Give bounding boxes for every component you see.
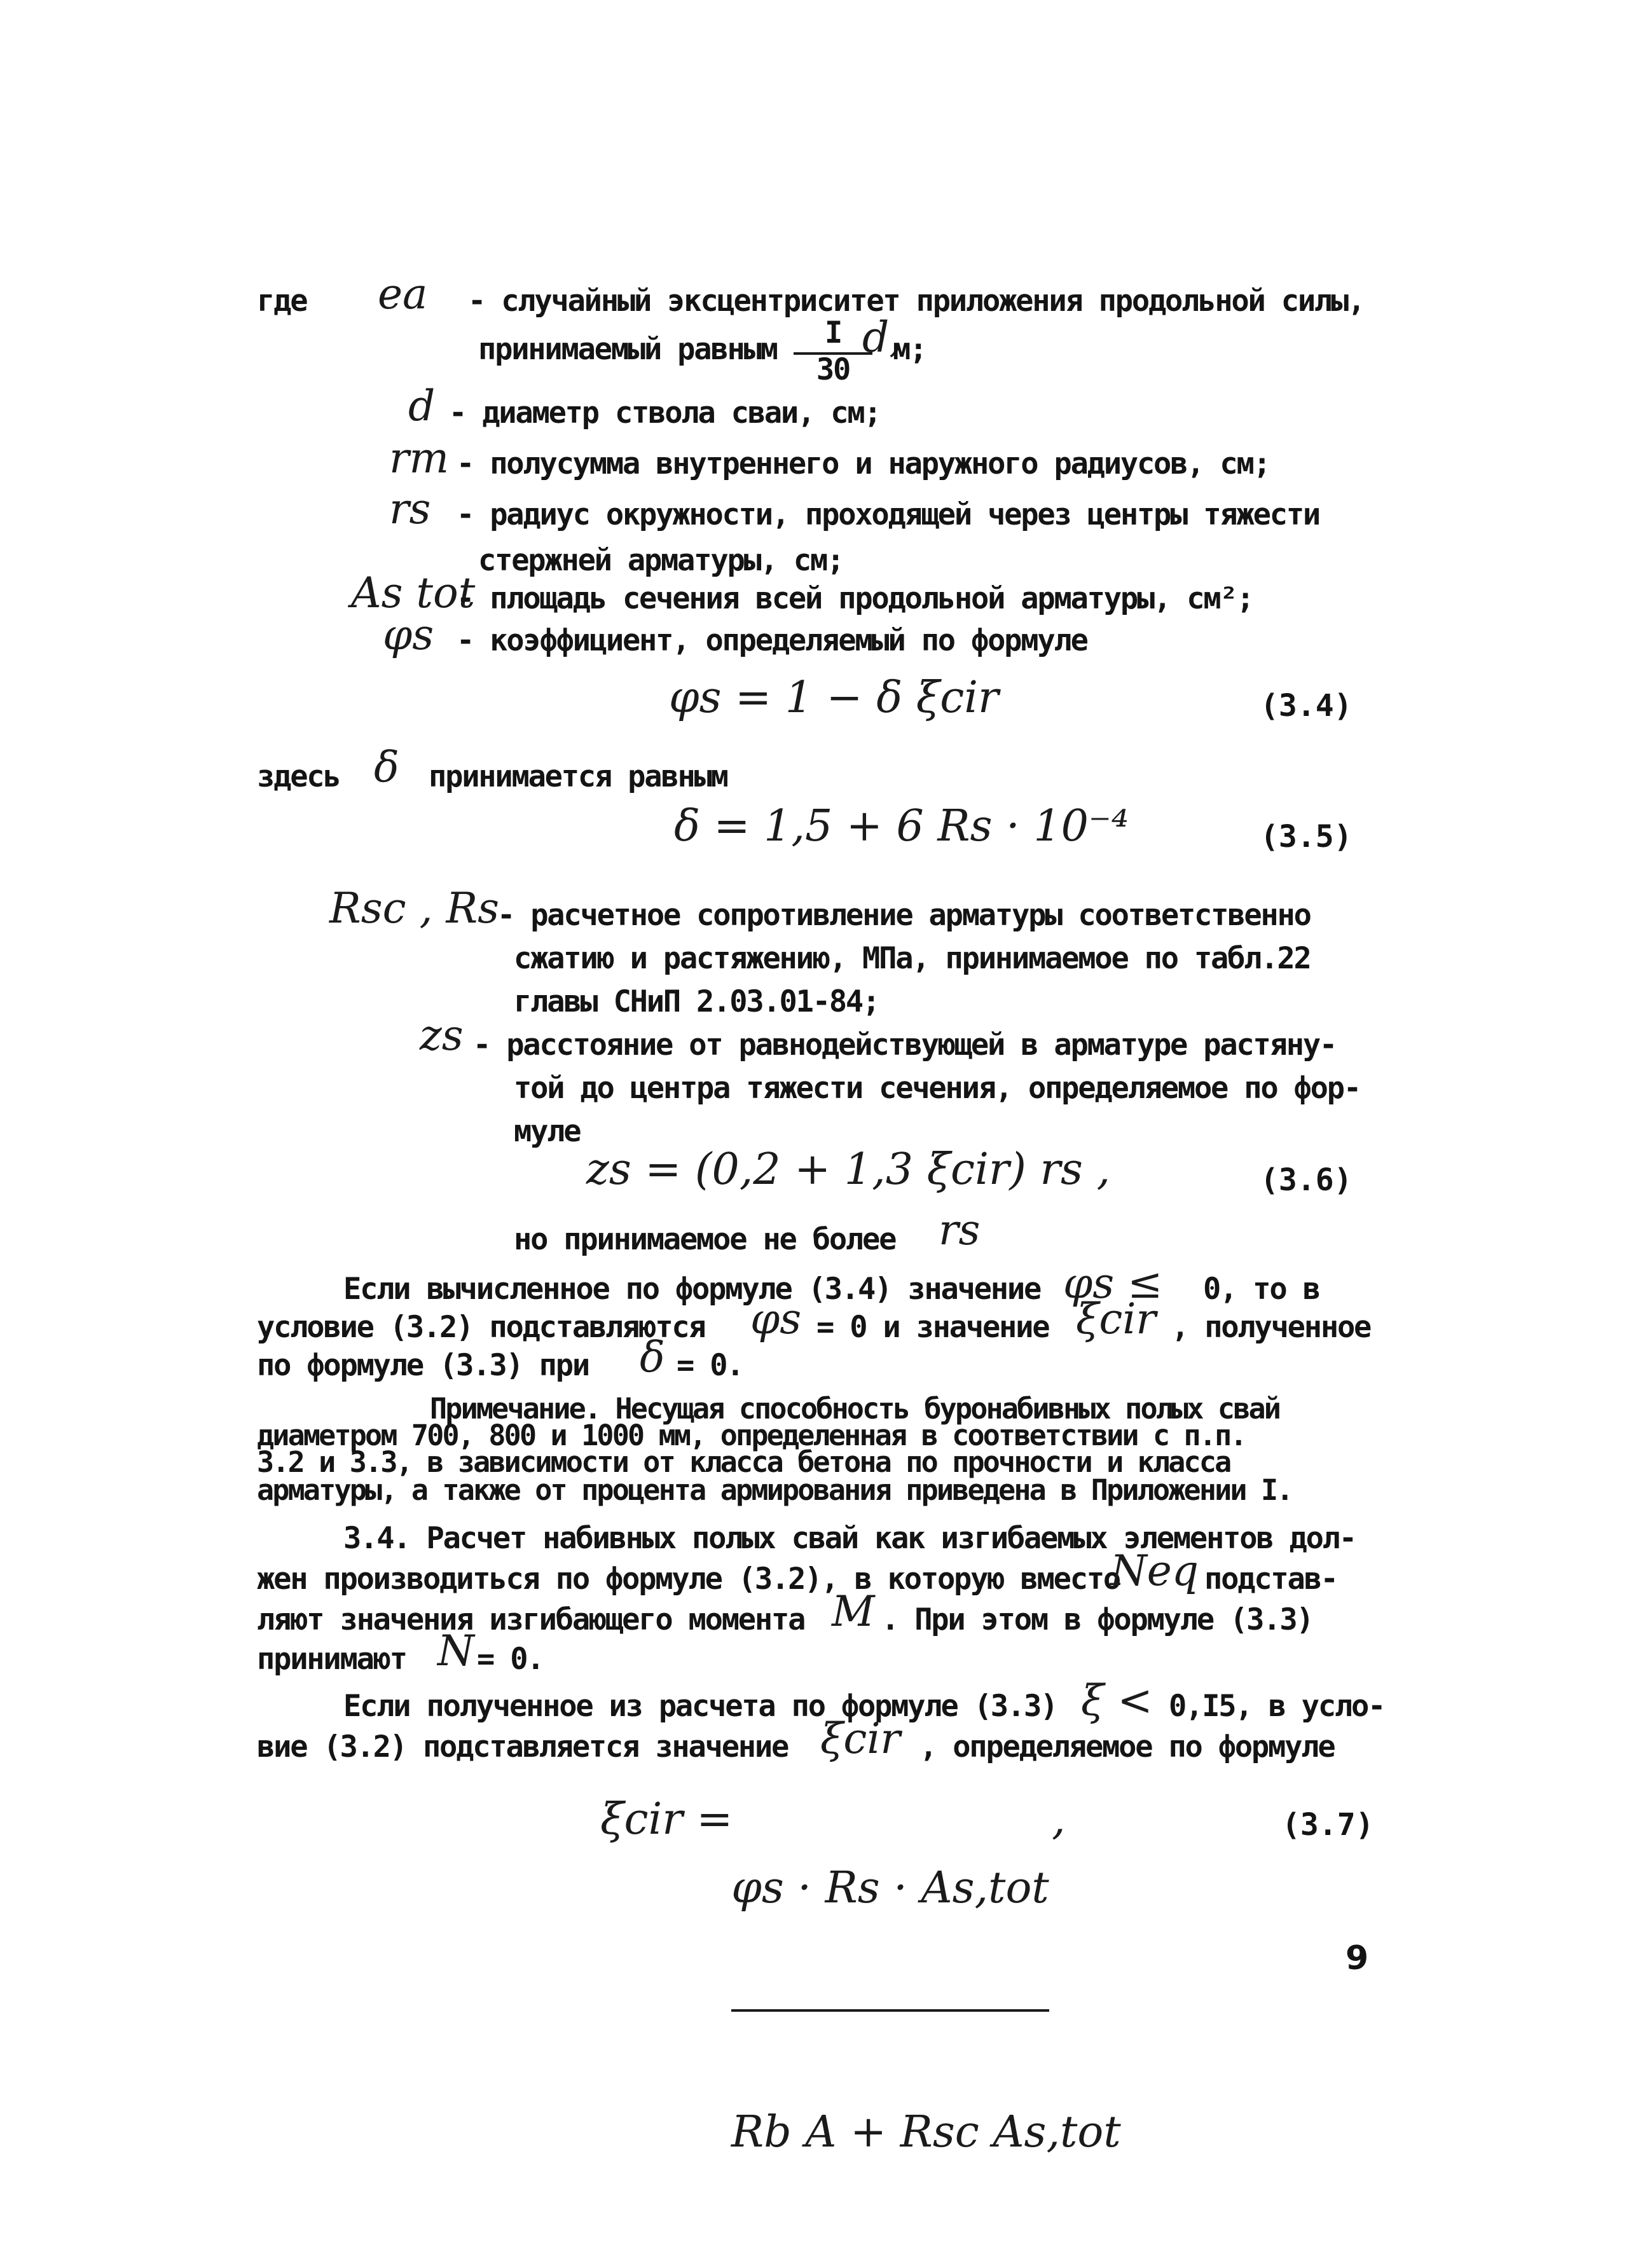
formula-number-3-4: (3.4) bbox=[1260, 688, 1353, 724]
section-3-4-line-2a: жен производиться по формуле (3.2), в которую вместо bbox=[257, 1562, 1120, 1597]
section-3-4-line-4a: принимают bbox=[257, 1642, 406, 1677]
note-line-4: арматуры, а также от процента армирования приведена в Приложении I. bbox=[257, 1473, 1292, 1507]
page-number: 9 bbox=[1346, 1939, 1369, 1977]
formula-3-4: φs = 1 − δ ξcir bbox=[669, 673, 999, 723]
symbol-n: N bbox=[437, 1626, 474, 1675]
symbol-rs-limit: rs bbox=[939, 1206, 981, 1254]
fraction-numerator: I bbox=[824, 315, 842, 350]
symbol-delta-eq: δ bbox=[640, 1333, 665, 1382]
fraction-one-thirtieth bbox=[794, 314, 872, 385]
symbol-rs: rs bbox=[389, 484, 431, 533]
formula-3-7-bar bbox=[731, 2009, 1049, 2012]
formula-3-7-denominator: Rb A + Rsc As,tot bbox=[731, 2107, 1121, 2157]
symbol-ea: ea bbox=[378, 270, 428, 319]
note-line-2: диаметром 700, 800 и 1000 мм, определенная в соответствии с п.п. bbox=[257, 1419, 1246, 1452]
symbol-as-tot: As tot bbox=[351, 568, 476, 617]
condition-line-1a: Если вычисленное по формуле (3.4) значение bbox=[343, 1272, 1041, 1307]
rsc-definition-line-3: главы СНиП 2.03.01-84; bbox=[514, 984, 879, 1019]
section-3-4-line-1: 3.4. Расчет набивных полых свай как изгибаемых элементов дол- bbox=[343, 1521, 1356, 1556]
formula-3-7-lhs: ξcir = bbox=[600, 1794, 733, 1845]
section-3-4-line-3b: . При этом в формуле (3.3) bbox=[881, 1602, 1313, 1637]
symbol-rm: rm bbox=[389, 434, 450, 483]
not-more-than: но принимаемое не более bbox=[514, 1222, 896, 1257]
formula-number-3-6: (3.6) bbox=[1260, 1162, 1353, 1198]
formula-3-5: δ = 1,5 + 6 Rs · 10⁻⁴ bbox=[674, 801, 1129, 851]
ea-definition-line-1: - случайный эксцентриситет приложения продольной силы, bbox=[468, 284, 1365, 319]
note-line-3: 3.2 и 3.3, в зависимости от класса бетона по прочности и класса bbox=[257, 1445, 1230, 1479]
rsc-definition-line-1: - расчетное сопротивление арматуры соответственно bbox=[497, 898, 1311, 933]
symbol-phi-eq: φs bbox=[750, 1295, 802, 1343]
rsc-definition-line-2: сжатию и растяжению, МПа, принимаемое по табл.22 bbox=[514, 941, 1311, 976]
symbol-phi-s: φs bbox=[383, 610, 434, 659]
section-3-4-line-2b: подстав- bbox=[1204, 1562, 1337, 1597]
symbol-d: d bbox=[408, 381, 436, 430]
symbol-m: M bbox=[832, 1587, 875, 1636]
zs-definition-line-3: муле bbox=[514, 1114, 581, 1149]
symbol-xi-cir-2: ξcir bbox=[820, 1714, 900, 1763]
ea-definition-tail: м; bbox=[893, 332, 926, 367]
formula-3-6: zs = (0,2 + 1,3 ξcir) rs , bbox=[586, 1144, 1111, 1195]
section-3-5-line-1a: Если полученное из расчета по формуле (3.3) bbox=[343, 1689, 1057, 1724]
formula-3-7-numerator: φs · Rs · As,tot bbox=[731, 1863, 1049, 1913]
as-definition: - площадь сечения всей продольной арматуры, см²; bbox=[457, 581, 1253, 616]
formula-3-7-fraction bbox=[731, 1768, 1121, 2253]
symbol-phi-le: φs ≤ bbox=[1063, 1259, 1163, 1308]
ea-definition-line-2: принимаемый равным bbox=[478, 332, 777, 367]
condition-line-1b: 0, то в bbox=[1203, 1272, 1319, 1307]
section-3-5-line-2b: , определяемое по формуле bbox=[919, 1729, 1335, 1764]
section-3-5-line-1b: 0,I5, в усло- bbox=[1169, 1689, 1385, 1724]
symbol-delta: δ bbox=[374, 743, 399, 792]
symbol-rsc-rs: Rsc , Rs bbox=[329, 884, 500, 933]
section-3-4-line-3a: ляют значения изгибающего момента bbox=[257, 1602, 805, 1637]
symbol-neq: Neq bbox=[1110, 1546, 1199, 1595]
d-definition: - диаметр ствола сваи, см; bbox=[449, 395, 881, 430]
symbol-xi-cir: ξcir bbox=[1076, 1295, 1156, 1343]
fraction-denominator: 30 bbox=[816, 352, 850, 387]
delta-definition: принимается равным bbox=[429, 759, 727, 794]
formula-number-3-5: (3.5) bbox=[1260, 819, 1353, 855]
zs-definition-line-2: той до центра тяжести сечения, определяемое по фор- bbox=[514, 1071, 1360, 1106]
condition-line-3a: по формуле (3.3) при bbox=[257, 1348, 589, 1383]
condition-line-3b: = 0. bbox=[677, 1348, 743, 1383]
symbol-zs: zs bbox=[420, 1011, 464, 1060]
rm-definition: - полусумма внутреннего и наружного радиусов, см; bbox=[457, 446, 1270, 481]
section-3-4-line-4b: = 0. bbox=[477, 1642, 544, 1677]
zs-definition-line-1: - расстояние от равнодействующей в арматуре растяну- bbox=[473, 1027, 1337, 1062]
rs-definition-line-2: стержней арматуры, см; bbox=[478, 543, 844, 578]
where-word: где bbox=[257, 284, 307, 319]
condition-line-2c: , полученное bbox=[1171, 1310, 1371, 1345]
note-line-1: Примечание. Несущая способность буронабивных полых свай bbox=[430, 1392, 1280, 1426]
symbol-d-fraction: d, bbox=[862, 313, 903, 362]
condition-line-2a: условие (3.2) подставляются bbox=[257, 1310, 705, 1345]
formula-number-3-7: (3.7) bbox=[1282, 1807, 1374, 1843]
rs-definition-line-1: - радиус окружности, проходящей через центры тяжести bbox=[457, 497, 1320, 532]
phi-definition: - коэффициент, определяемый по формуле bbox=[457, 623, 1087, 658]
section-3-5-line-2a: вие (3.2) подставляется значение bbox=[257, 1729, 788, 1764]
formula-3-7-tail: , bbox=[1052, 1794, 1066, 1845]
condition-line-2b: = 0 и значение bbox=[816, 1310, 1049, 1345]
symbol-xi-lt: ξ < bbox=[1081, 1676, 1153, 1725]
here-word: здесь bbox=[257, 759, 340, 794]
